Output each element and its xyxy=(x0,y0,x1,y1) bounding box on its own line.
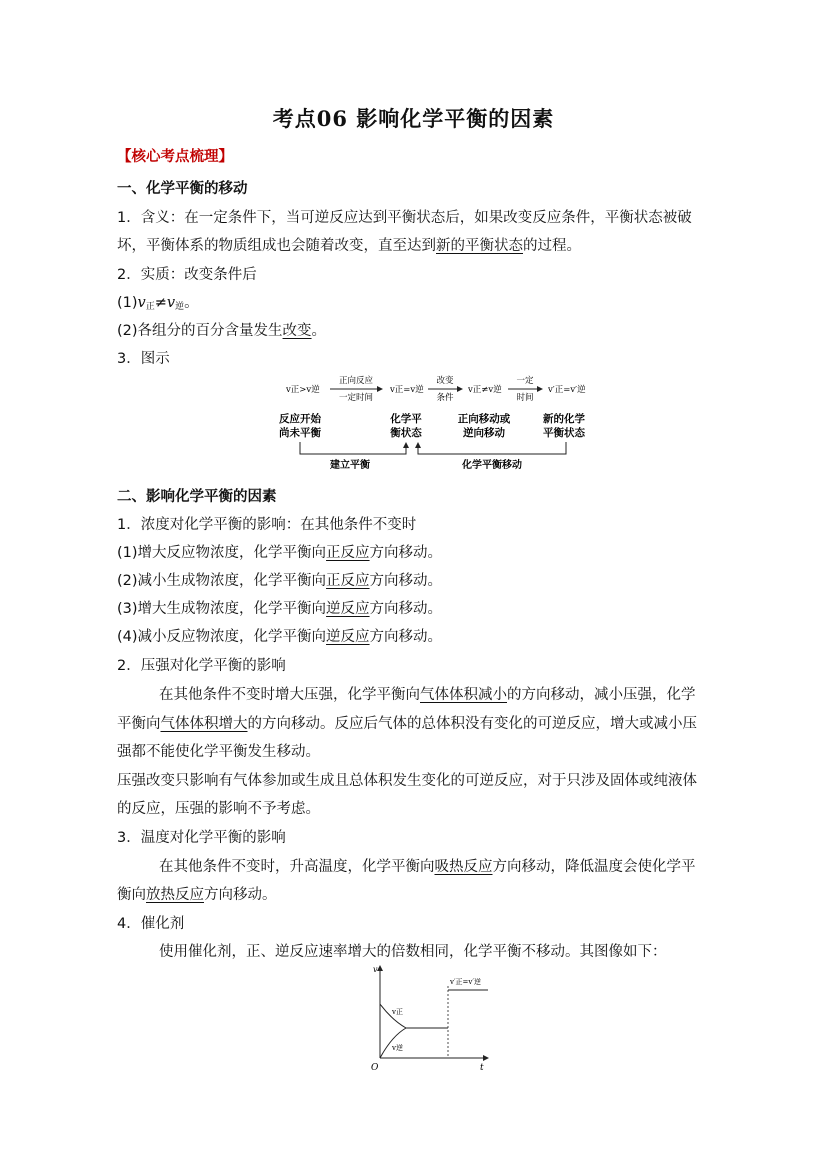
state-label: 反应开始 xyxy=(279,413,321,425)
underlined-answer: 逆反应 xyxy=(326,629,370,645)
text-span: 的方向移动，减小压强，化学 xyxy=(507,687,696,703)
underlined-answer: 改变 xyxy=(282,323,312,339)
concentration-item-4 xyxy=(117,625,442,646)
velocity-symbol: v xyxy=(166,295,176,311)
section-1-heading: 一、化学平衡的移动 xyxy=(117,181,248,197)
x-axis-label: t xyxy=(480,1063,484,1073)
underlined-answer: 放热反应 xyxy=(146,887,204,903)
text-span: 方向移动。 xyxy=(204,887,277,903)
text-span: 。 xyxy=(311,323,327,339)
node-new-rate-equal: v′正=v′逆 xyxy=(548,385,586,395)
text-span: 方向移动。 xyxy=(369,601,443,617)
pressure-para-line-3: 强都不能使化学平衡发生移动。 xyxy=(117,744,320,760)
catalyst-title: 4．催化剂 xyxy=(117,916,185,932)
velocity-symbol: v xyxy=(137,295,146,311)
text-span: 。 xyxy=(184,295,199,311)
illustration-label: 3．图示 xyxy=(117,351,170,367)
state-label: 平衡状态 xyxy=(543,427,585,439)
origin-label: O xyxy=(371,1063,379,1073)
temperature-title: 3．温度对化学平衡的影响 xyxy=(117,830,286,846)
arrow-label-top: 一定 xyxy=(516,376,534,386)
pressure-note-line-2: 的反应，压强的影响不予考虑。 xyxy=(117,801,320,817)
underlined-answer: 正反应 xyxy=(326,573,370,589)
text-span: (2)各组分的百分含量发生 xyxy=(117,323,283,339)
text-span: (4)减小反应物浓度，化学平衡向 xyxy=(117,629,327,645)
node-rate-unequal: v正>v逆 xyxy=(286,385,320,395)
text-span: 的过程。 xyxy=(523,238,581,254)
node-rate-changed: v正≠v逆 xyxy=(468,385,502,395)
underlined-answer: 气体体积减小 xyxy=(420,687,507,703)
y-axis-label: v xyxy=(373,965,378,974)
pressure-note-line-1: 压强改变只影响有气体参加或生成且总体积发生变化的可逆反应，对于只涉及固体或纯液体 xyxy=(117,773,697,789)
concentration-item-3 xyxy=(117,597,442,618)
arrow-label-bottom: 时间 xyxy=(516,393,534,403)
catalyst-rate-time-graph xyxy=(368,962,492,1074)
underlined-answer: 气体体积增大 xyxy=(160,716,248,732)
not-equal-sign: ≠ xyxy=(154,295,167,311)
state-label: 正向移动或 xyxy=(457,413,511,425)
arrow-label-top: 改变 xyxy=(436,376,454,386)
equilibrium-flow-diagram xyxy=(270,370,600,478)
state-label: 新的化学 xyxy=(543,413,585,425)
arrow-label-bottom: 条件 xyxy=(436,393,454,403)
section-tag: 【核心考点梳理】 xyxy=(117,149,233,165)
concentration-item-2 xyxy=(117,569,442,590)
pressure-para-line-1 xyxy=(159,683,696,704)
pressure-title: 2．压强对化学平衡的影响 xyxy=(117,658,286,674)
temperature-line-1 xyxy=(159,855,696,876)
underlined-answer: 新的平衡状态 xyxy=(436,238,523,254)
subscript: 逆 xyxy=(175,302,185,312)
new-equilibrium-label: v′正=v′逆 xyxy=(450,978,481,986)
essence-item-1 xyxy=(117,291,199,312)
text-span: 衡向 xyxy=(117,887,146,903)
essence-item-2 xyxy=(117,319,326,340)
definition-line-1: 1．含义：在一定条件下，当可逆反应达到平衡状态后，如果改变反应条件，平衡状态被破 xyxy=(117,210,692,226)
pressure-para-line-2 xyxy=(117,712,697,733)
text-span: 方向移动。 xyxy=(369,545,443,561)
section-2-heading: 二、影响化学平衡的因素 xyxy=(117,489,277,505)
text-span: 方向移动。 xyxy=(369,573,443,589)
reverse-rate-curve xyxy=(380,1028,406,1058)
text-span: 平衡向 xyxy=(117,716,161,732)
text-span: (2)减小生成物浓度，化学平衡向 xyxy=(117,573,327,589)
state-label: 尚未平衡 xyxy=(279,427,321,439)
bracket-shift xyxy=(418,442,566,454)
subscript: 正 xyxy=(145,302,155,312)
forward-rate-label: v正 xyxy=(392,1008,403,1016)
state-label: 逆向移动 xyxy=(463,427,505,439)
text-span: (1) xyxy=(117,295,138,311)
underlined-answer: 正反应 xyxy=(326,545,370,561)
temperature-line-2 xyxy=(117,883,277,904)
page-title: 考点06 影响化学平衡的因素 xyxy=(272,106,555,131)
state-label: 衡状态 xyxy=(390,427,422,439)
arrow-label-bottom: 一定时间 xyxy=(338,393,374,403)
underlined-answer: 逆反应 xyxy=(326,601,370,617)
concentration-item-1 xyxy=(117,541,442,562)
text-span: 方向移动，降低温度会使化学平 xyxy=(492,859,696,875)
text-span: (3)增大生成物浓度，化学平衡向 xyxy=(117,601,327,617)
text-span: 在其他条件不变时增大压强，化学平衡向 xyxy=(159,687,420,703)
essence-line: 2．实质：改变条件后 xyxy=(117,267,257,283)
definition-line-2 xyxy=(117,234,581,255)
reverse-rate-label: v逆 xyxy=(392,1044,403,1052)
text-span: (1)增大反应物浓度，化学平衡向 xyxy=(117,545,327,561)
arrow-label-top: 正向反应 xyxy=(338,376,374,386)
concentration-title: 1．浓度对化学平衡的影响：在其他条件不变时 xyxy=(117,517,417,533)
bracket-label: 建立平衡 xyxy=(330,460,370,471)
state-label: 化学平 xyxy=(390,413,422,425)
catalyst-line: 使用催化剂，正、逆反应速率增大的倍数相同，化学平衡不移动。其图像如下： xyxy=(159,944,667,960)
text-span: 坏，平衡体系的物质组成也会随着改变，直至达到 xyxy=(117,238,436,254)
text-span: 的方向移动。反应后气体的总体积没有变化的可逆反应，增大或减小压 xyxy=(247,716,697,732)
bracket-establish xyxy=(300,442,406,454)
text-span: 方向移动。 xyxy=(369,629,443,645)
text-span: 在其他条件不变时，升高温度，化学平衡向 xyxy=(159,859,435,875)
bracket-label: 化学平衡移动 xyxy=(462,460,522,471)
node-rate-equal: v正=v逆 xyxy=(390,385,424,395)
underlined-answer: 吸热反应 xyxy=(434,859,493,875)
